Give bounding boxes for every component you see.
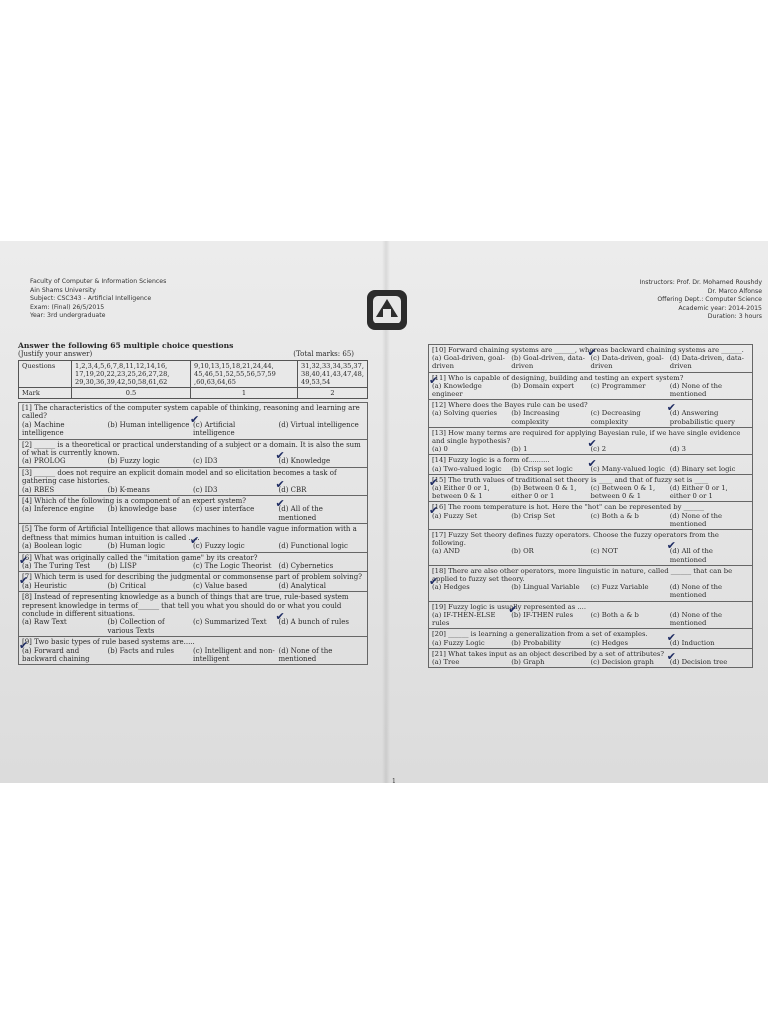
answer-option: (b) Domain expert [511, 381, 575, 390]
question-block [18, 402, 368, 440]
question-block [18, 440, 368, 468]
answer-option: (b) Crisp set logic [511, 464, 573, 473]
answer-option-checked: ✔ (a) Forward and backward chaining [22, 647, 108, 664]
instructions-title: Answer the following 65 multiple choice questions [18, 341, 234, 350]
answer-option: (b) 1 [511, 445, 528, 454]
answer-option-checked: ✔ (d) CBR [279, 486, 365, 494]
answer-option-checked: ✔ (a) Fuzzy Set [432, 512, 511, 520]
option-row [432, 611, 749, 627]
justify-note: (Justify your answer) [18, 350, 93, 358]
answer-option: (a) AND [432, 547, 460, 556]
header-line: Year: 3rd undergraduate [30, 312, 106, 320]
table-row-label: Mark [19, 388, 72, 399]
option-row [432, 583, 749, 599]
question-stem: [2] ______ is a theoretical or practical understanding of a subject or a domain. It is also the sum of what is currently known. [22, 440, 361, 458]
question-block [18, 496, 368, 524]
question-stem: [15] The truth values of traditional set theory is ____ and that of fuzzy set is ____ [432, 475, 709, 484]
option-row [432, 484, 749, 500]
answer-option: (b) Facts and rules [107, 646, 174, 655]
question-stem: [1] The characteristics of the computer system capable of thinking, reasoning and learning are called? [22, 404, 360, 421]
question-stem: [16] The room temperature is hot. Here the "hot" can be represented by ______ [432, 503, 705, 512]
question-stem: [12] Where does the Bayes rule can be used? [432, 401, 588, 410]
header-line: Duration: 3 hours [707, 313, 762, 321]
question-block [428, 373, 753, 401]
option-row [22, 421, 364, 438]
option-row [22, 562, 364, 570]
question-stem: [4] Which of the following is a component of an expert system? [22, 497, 247, 506]
question-stem: [6] What was originally called the "imitation game" by its creator? [22, 553, 258, 562]
answer-option: (d) 3 [669, 445, 686, 454]
question-block [428, 428, 753, 456]
answer-option: (a) Raw Text [22, 618, 67, 627]
answer-option-checked: ✔ (a) The Turing Test [22, 562, 108, 570]
answer-option: (b) Human logic [107, 542, 165, 551]
option-row [22, 542, 364, 550]
answer-option-checked: ✔ (c) Data-driven, goal-driven [591, 354, 670, 370]
question-block [428, 649, 753, 668]
option-row [432, 658, 749, 666]
answer-option: (a) Fuzzy Logic [432, 638, 485, 647]
answer-option: (a) Two-valued logic [432, 464, 502, 473]
option-row [432, 547, 749, 563]
option-row [22, 647, 364, 664]
answer-option-checked: ✔ (a) Knowledge engineer [432, 382, 511, 398]
table-row-label: Questions [19, 361, 72, 388]
option-row [432, 445, 749, 453]
answer-option: (c) Value based [193, 581, 248, 590]
answer-option-checked: ✔ (d) All of the mentioned [670, 547, 749, 563]
question-block [18, 592, 368, 637]
question-stem: [20] ______ is learning a generalization from a set of examples. [432, 630, 648, 639]
table-cell: 2 [298, 388, 368, 399]
question-block [18, 524, 368, 552]
answer-option: (b) Collection of various Texts [107, 618, 165, 635]
question-stem: [8] Instead of representing knowledge as a bunch of things that are true, rule-based system represent knowledge in terms of______ that tell you what you should do or what you could conclude in different situations. [22, 593, 349, 618]
header-line: Ain Shams University [30, 286, 96, 294]
answer-option: (c) The Logic Theorist [193, 561, 272, 570]
answer-option-checked: ✔ (d) Decision tree [670, 658, 749, 666]
university-seal-icon [364, 287, 410, 333]
question-stem: [9] Two basic types of rule based systems are..... [22, 638, 195, 647]
answer-option-checked: ✔ (d) Induction [670, 639, 749, 647]
question-block [428, 602, 753, 630]
answer-option: (c) Hedges [590, 638, 628, 647]
question-block [428, 629, 753, 648]
question-stem: [18] There are also other operators, more linguistic in nature, called ______ that can be applied to fuzzy set theory. [432, 566, 733, 584]
question-block [428, 400, 753, 428]
answer-option: (b) OR [511, 547, 534, 556]
answer-option-checked: ✔ (d) All of the mentioned [279, 505, 365, 522]
header-line: Subject: CSC343 - Artificial Intelligence [30, 295, 152, 303]
answer-option: (a) Inference engine [22, 505, 95, 514]
answer-option: (d) Binary set logic [669, 464, 736, 473]
answer-option: (a) RBES [22, 485, 55, 494]
header-right [560, 279, 762, 322]
option-row [432, 409, 749, 425]
answer-option: (c) Summarized Text [193, 618, 267, 627]
right-column [428, 344, 753, 668]
answer-option-checked: ✔ (c) Artificial intelligence [193, 421, 279, 438]
option-row [432, 512, 749, 528]
answer-option-checked: ✔ (d) Answering probabilistic query [670, 409, 749, 425]
answer-option: (a) Goal-driven, goal-driven [432, 354, 505, 371]
answer-option: (c) Decreasing complexity [590, 409, 641, 426]
answer-option: (b) knowledge base [107, 505, 177, 514]
question-stem: [11] Who is capable of designing, building and testing an expert system? [432, 373, 684, 382]
question-block [18, 637, 368, 665]
answer-option-checked: ✔ (c) 2 [591, 445, 670, 453]
question-list [18, 402, 368, 665]
marks-table [18, 360, 368, 399]
answer-option: (d) Data-driven, data-driven [669, 354, 744, 371]
option-row [432, 382, 749, 398]
option-row [22, 457, 364, 465]
answer-option: (a) Machine intelligence [22, 420, 65, 438]
answer-option: (c) user interface [193, 505, 255, 514]
question-stem: [19] Fuzzy logic is usually represented as .... [432, 602, 586, 611]
header-line: Exam: (Final) 26/5/2015 [30, 303, 105, 311]
table-cell: 1 [191, 388, 298, 399]
answer-option: (d) Virtual intelligence [278, 420, 359, 429]
answer-option: (d) None of the mentioned [278, 646, 333, 663]
answer-option: (a) Boolean logic [22, 542, 82, 551]
answer-option: (a) Tree [432, 657, 460, 666]
answer-option: (b) Fuzzy logic [107, 457, 160, 466]
answer-option: (b) Critical [107, 581, 146, 590]
question-list [428, 344, 753, 668]
header-line: Instructors: Prof. Dr. Mohamed Roushdy [639, 279, 762, 286]
answer-option: (c) Both a & b [590, 610, 639, 619]
exam-paper [0, 241, 768, 783]
answer-option: (d) Cybernetics [278, 561, 334, 570]
option-row [432, 465, 749, 473]
answer-option: (b) Probability [511, 638, 561, 647]
answer-option: (c) Decision graph [590, 657, 654, 666]
answer-option: (d) Analytical [278, 581, 326, 590]
header-line: Academic year: 2014-2015 [678, 304, 762, 312]
question-block [428, 566, 753, 602]
header-left [30, 278, 230, 321]
option-row [22, 618, 364, 635]
answer-option: (d) Functional logic [278, 542, 348, 551]
question-block [18, 572, 368, 592]
option-row [22, 582, 364, 590]
question-stem: [10] Forward chaining systems are ______, whereas backward chaining systems are ______. [432, 346, 744, 354]
answer-option: (b) Crisp Set [511, 511, 556, 520]
answer-option: (c) NOT [590, 547, 618, 556]
left-column [18, 341, 368, 665]
header-line: Dr. Marco Alfonse [707, 287, 762, 295]
question-block [428, 502, 753, 530]
total-marks: (Total marks: 65) [293, 350, 354, 358]
answer-option: (c) Programmer [590, 381, 646, 390]
question-stem: [5] The form of Artificial Intelligence that allows machines to handle vague information with a deftness that mimics human intuition is called ..... [22, 525, 357, 542]
answer-option: (c) Between 0 & 1, between 0 & 1 [590, 484, 656, 501]
answer-option-checked: ✔ (c) Fuzzy logic [193, 542, 279, 550]
answer-option-checked: ✔ (b) IF-THEN rules [511, 611, 590, 619]
answer-option: (c) Fuzz Variable [590, 583, 649, 592]
answer-option: (b) Graph [511, 657, 545, 666]
answer-option: (d) None of the mentioned [669, 381, 723, 399]
option-row [22, 486, 364, 494]
table-cell: 31,32,33,34,35,37, 38,40,41,43,47,48, 49,53,54 [298, 361, 368, 388]
answer-option: (c) Both a & b [590, 511, 639, 520]
answer-option: (a) PROLOG [22, 457, 66, 466]
table-cell: 0.5 [72, 388, 191, 399]
answer-option: (b) Increasing complexity [511, 409, 560, 426]
answer-option: (d) None of the mentioned [669, 511, 723, 528]
question-block [428, 455, 753, 474]
answer-option: (b) K-means [107, 485, 150, 494]
option-row [432, 354, 749, 370]
answer-option: (b) Between 0 & 1, either 0 or 1 [511, 484, 577, 501]
question-block [18, 553, 368, 573]
answer-option: (c) ID3 [193, 457, 218, 466]
answer-option: (d) Either 0 or 1, either 0 or 1 [669, 484, 728, 501]
answer-option-checked: ✔ (a) Heuristic [22, 582, 108, 590]
answer-option-checked: ✔ (a) Either 0 or 1, between 0 & 1 [432, 484, 511, 500]
page-number: 1 [392, 778, 396, 783]
option-row [432, 639, 749, 647]
option-row [22, 505, 364, 522]
instructions-sub [18, 350, 368, 359]
answer-option-checked: ✔ (c) Many-valued logic [591, 465, 670, 473]
answer-option-checked: ✔ (d) Knowledge [279, 457, 365, 465]
question-block [428, 475, 753, 503]
question-block [18, 468, 368, 496]
question-stem: [13] How many terms are required for applying Bayesian rule, if we have single evidence and single hypothesis? [432, 428, 741, 446]
question-stem: [3] ______ does not require an explicit domain model and so elicitation becomes a task of gathering case histories. [22, 468, 337, 486]
question-stem: [7] Which term is used for describing the judgmental or commonsense part of problem solving? [22, 573, 362, 582]
question-stem: [21] What takes input as an object described by a set of attributes? [432, 649, 664, 658]
question-stem: [17] Fuzzy Set theory defines fuzzy operators. Choose the fuzzy operators from the following. [432, 531, 719, 548]
answer-option: (a) Solving queries [432, 409, 498, 418]
answer-option: (b) Goal-driven, data-driven [511, 354, 585, 371]
answer-option: (b) LISP [107, 561, 137, 570]
header-line: Faculty of Computer & Information Sciences [30, 278, 167, 285]
answer-option: (d) None of the mentioned [669, 610, 723, 628]
answer-option: (d) None of the mentioned [669, 583, 723, 600]
answer-option: (c) Intelligent and non-intelligent [193, 646, 275, 663]
answer-option: (a) IF-THEN-ELSE rules [432, 610, 496, 628]
answer-option: (a) 0 [432, 445, 448, 454]
answer-option: (c) ID3 [193, 485, 218, 494]
table-cell: 9,10,13,15,18,21,24,44, 45,46,51,52,55,56,57,59 ,60,63,64,65 [191, 361, 298, 388]
header-line: Offering Dept.: Computer Science [657, 296, 762, 304]
question-block [428, 530, 753, 566]
answer-option: (b) Lingual Variable [511, 583, 580, 592]
answer-option-checked: ✔ (d) A bunch of rules [279, 618, 365, 626]
question-block [428, 344, 753, 373]
answer-option-checked: ✔ (a) Hedges [432, 583, 511, 591]
answer-option: (b) Human intelligence [107, 420, 190, 429]
question-stem: [14] Fuzzy logic is a form of.......... [432, 456, 550, 465]
table-cell: 1,2,3,4,5,6,7,8,11,12,14,16, 17,19,20,22,23,25,26,27,28, 29,30,36,39,42,50,58,61,62 [72, 361, 191, 388]
